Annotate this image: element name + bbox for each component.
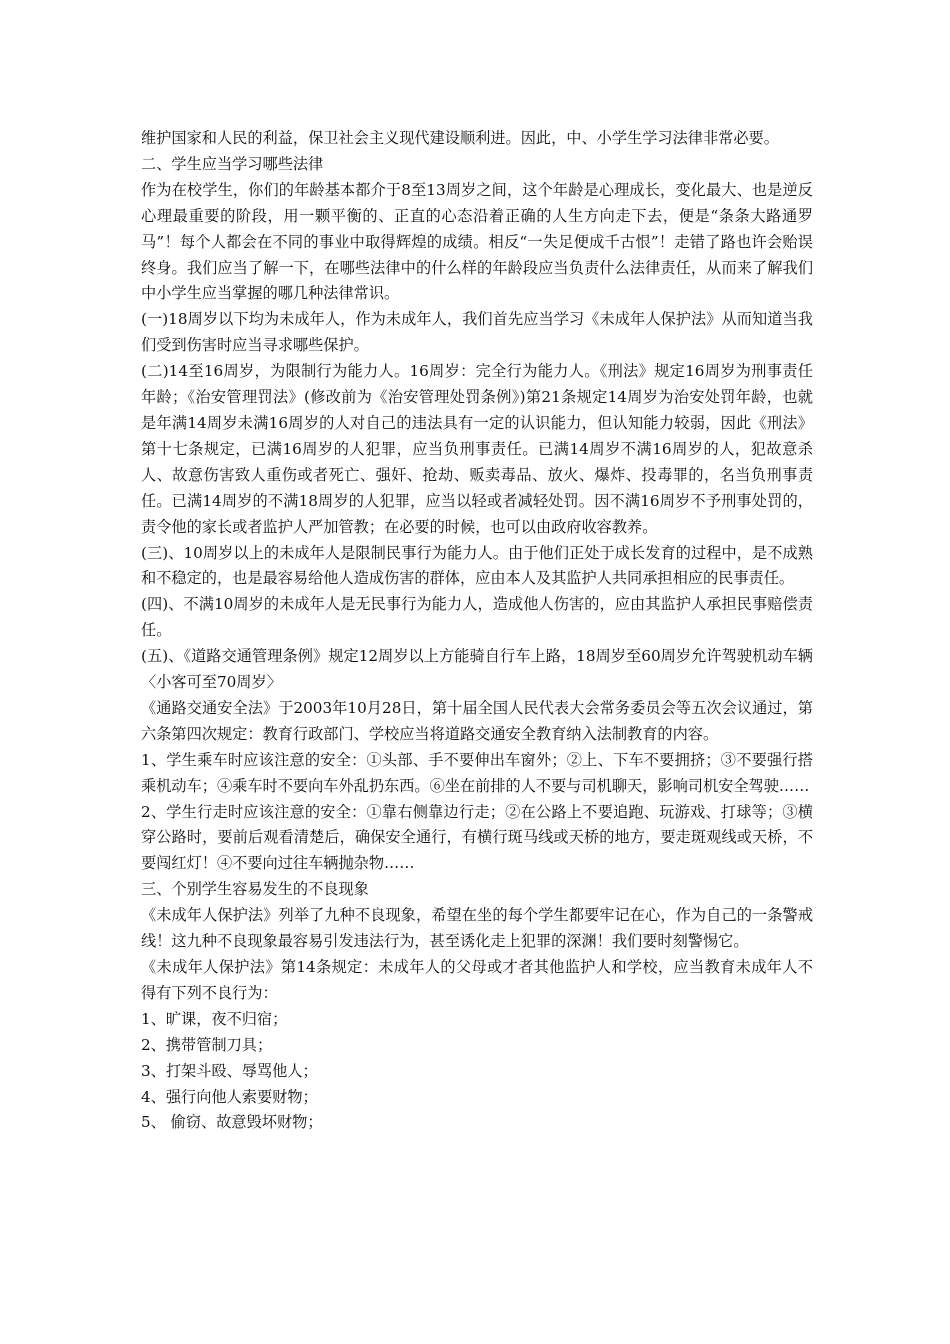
paragraph: 《未成年人保护法》列举了九种不良现象，希望在坐的每个学生都要牢记在心，作为自己的一条警戒线！这九种不良现象最容易引发违法行为，甚至诱化走上犯罪的深渊！我们要时刻警惕它。 (141, 906, 813, 951)
paragraph: 《通路交通安全法》于2003年10月28日，第十届全国人民代表大会常务委员会等五次会议通过，第六条第四次规定：教育行政部门、学校应当将道路交通安全教育纳入法制教育的内容。 (141, 698, 813, 743)
paragraph: (二)14至16周岁，为限制行为能力人。16周岁：完全行为能力人。《刑法》规定16周岁为刑事责任年龄；《治安管理罚法》(修改前为《治安管理处罚条例》)第21条规定14周岁为治安处罚年龄，也就是年满14周岁未满16周岁的人对自己的违法具有一定的认识能力，但认知能力较弱，因此《刑法》第十七条规定，已满16周岁的人犯罪，应当负刑事责任。已满14周岁不满16周岁的人，犯故意杀人、故意伤害致人重伤或者死亡、强奸、抢劫、贩卖毒品、放火、爆炸、投毒罪的，名当负刑事责任。已满14周岁的不满18周岁的人犯罪，应当以轻或者减轻处罚。因不满16周岁不予刑事处罚的，责令他的家长或者监护人严加管教；在必要的时候，也可以由政府收容教养。 (141, 362, 813, 536)
paragraph: 作为在校学生，你们的年龄基本都介于8至13周岁之间，这个年龄是心理成长，变化最大、也是逆反心理最重要的阶段，用一颗平衡的、正直的心态沿着正确的人生方向走下去，便是“条条大路通罗马”！每个人都会在不同的事业中取得辉煌的成绩。相反“一失足便成千古恨”！走错了路也许会贻误终身。我们应当了解一下，在哪些法律中的什么样的年龄段应当负责什么法律责任，从而来了解我们中小学生应当掌握的哪几种法律常识。 (141, 180, 813, 303)
paragraph: (一)18周岁以下均为未成年人，作为未成年人，我们首先应当学习《未成年人保护法》从而知道当我们受到伤害时应当寻求哪些保护。 (141, 310, 813, 355)
paragraph: 维护国家和人民的利益，保卫社会主义现代建设顺利进。因此，中、小学生学习法律非常必要。 (141, 129, 779, 147)
paragraph: 1、学生乘车时应该注意的安全：①头部、手不要伸出车窗外；②上、下车不要拥挤；③不要强行搭乘机动车；④乘车时不要向车外乱扔东西。⑥坐在前排的人不要与司机聊天，影响司机安全驾驶…… (141, 750, 813, 795)
list-item: 5、 偷窃、故意毁坏财物； (141, 1113, 323, 1132)
paragraph: (五)、《道路交通管理条例》规定12周岁以上方能骑自行车上路，18周岁至60周岁允许驾驶机动车辆〈小客可至70周岁〉 (141, 647, 813, 692)
document-body (141, 126, 813, 1136)
section-heading: 三、个别学生容易发生的不良现象 (141, 880, 369, 899)
section-heading: 二、学生应当学习哪些法律 (141, 154, 324, 173)
paragraph: (三)、10周岁以上的未成年人是限制民事行为能力人。由于他们正处于成长发育的过程中，是不成熟和不稳定的，也是最容易给他人造成伤害的群体，应由本人及其监护人共同承担相应的民事责任。 (141, 543, 813, 588)
list-item: 1、旷课，夜不归宿； (141, 1009, 288, 1028)
list-item: 4、强行向他人索要财物； (141, 1087, 318, 1106)
paragraph: (四)、不满10周岁的未成年人是无民事行为能力人，造成他人伤害的，应由其监护人承担民事赔偿责任。 (141, 595, 813, 640)
list-item: 3、打架斗殴、辱骂他人； (141, 1061, 318, 1080)
paragraph: 2、学生行走时应该注意的安全：①靠右侧靠边行走；②在公路上不要追跑、玩游戏、打球等；③横穿公路时，要前后观看清楚后，确保安全通行，有横行斑马线或天桥的地方，要走斑观线或天桥，不要闯红灯！④不要向过往车辆抛杂物…… (141, 802, 813, 873)
list-item: 2、携带管制刀具； (141, 1035, 273, 1054)
paragraph: 《未成年人保护法》第14条规定：未成年人的父母或才者其他监护人和学校，应当教育未成年人不得有下列不良行为： (141, 958, 813, 1002)
